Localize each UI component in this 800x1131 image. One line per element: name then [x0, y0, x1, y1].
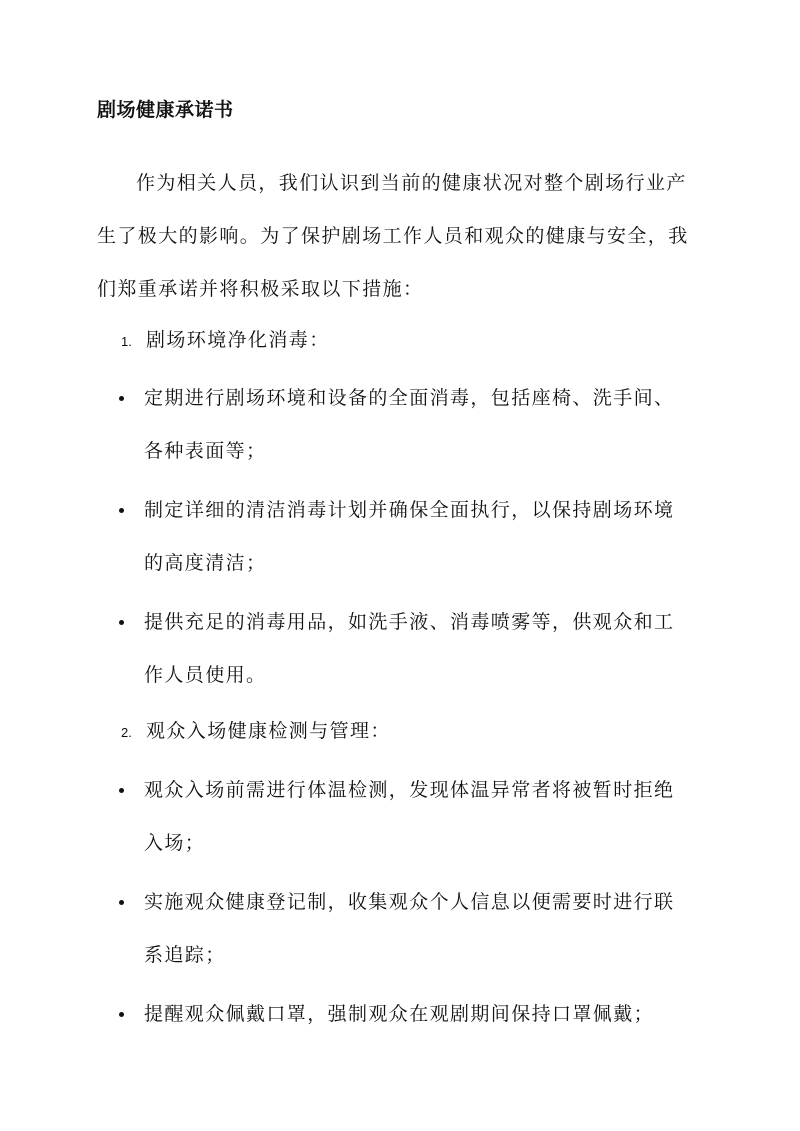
intro-line: 们郑重承诺并将积极采取以下措施：	[97, 278, 424, 300]
bullet-line: 定期进行剧场环境和设备的全面消毒，包括座椅、洗手间、	[144, 387, 675, 409]
intro-line: 作为相关人员，我们认识到当前的健康状况对整个剧场行业产	[136, 172, 687, 194]
bullet-dot-icon	[119, 900, 124, 905]
bullet-line: 的高度清洁；	[144, 552, 267, 574]
section-heading-text: 剧场环境净化消毒：	[146, 329, 330, 351]
bullet-item	[119, 372, 704, 478]
document-title: 剧场健康承诺书	[97, 99, 234, 121]
bullet-item	[119, 596, 704, 702]
bullet-line: 各种表面等；	[144, 440, 267, 462]
bullet-text	[144, 596, 704, 702]
bullet-item	[119, 484, 704, 590]
bullet-dot-icon	[119, 620, 124, 625]
bullet-text	[144, 764, 704, 870]
intro-line: 生了极大的影响。为了保护剧场工作人员和观众的健康与安全，我	[97, 225, 689, 247]
section-heading	[121, 326, 330, 356]
bullet-line: 观众入场前需进行体温检测，发现体温异常者将被暂时拒绝	[144, 779, 675, 801]
bullet-dot-icon	[119, 396, 124, 401]
bullet-dot-icon	[119, 788, 124, 793]
section-heading	[121, 717, 391, 747]
section-number: 2.	[121, 725, 132, 740]
bullet-text	[144, 876, 704, 982]
bullet-line: 制定详细的清洁消毒计划并确保全面执行，以保持剧场环境	[144, 499, 675, 521]
bullet-text	[144, 484, 704, 590]
bullet-text	[144, 372, 704, 478]
section-number: 1.	[121, 334, 132, 349]
bullet-line: 实施观众健康登记制，收集观众个人信息以便需要时进行联	[144, 891, 675, 913]
bullet-line: 系追踪；	[144, 944, 226, 966]
bullet-line: 提醒观众佩戴口罩，强制观众在观剧期间保持口罩佩戴；	[144, 1003, 655, 1025]
bullet-line: 提供充足的消毒用品，如洗手液、消毒喷雾等，供观众和工	[144, 611, 675, 633]
bullet-line: 作人员使用。	[144, 664, 267, 686]
bullet-text	[144, 988, 704, 1041]
bullet-dot-icon	[119, 1012, 124, 1017]
section-heading-text: 观众入场健康检测与管理：	[146, 720, 391, 742]
bullet-item	[119, 764, 704, 870]
bullet-line: 入场；	[144, 832, 206, 854]
bullet-dot-icon	[119, 508, 124, 513]
bullet-item	[119, 876, 704, 982]
bullet-item	[119, 988, 704, 1041]
intro-paragraph	[97, 157, 707, 316]
